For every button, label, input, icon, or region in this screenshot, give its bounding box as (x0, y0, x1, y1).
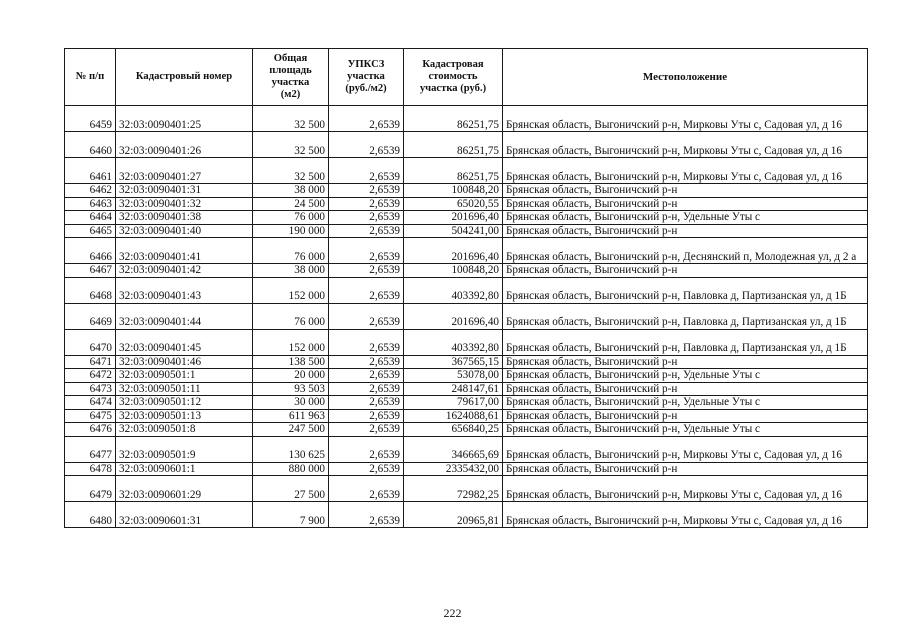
area-cell: 76 000 (253, 303, 329, 329)
upksz-cell: 2,6539 (329, 329, 404, 355)
area-cell: 611 963 (253, 409, 329, 423)
table-row (65, 224, 868, 238)
table-row (65, 158, 868, 184)
upksz-cell: 2,6539 (329, 238, 404, 264)
area-cell: 76 000 (253, 211, 329, 225)
cadastral-number-cell: 32:03:0090401:25 (116, 106, 253, 132)
upksz-cell: 2,6539 (329, 184, 404, 198)
area-cell: 7 900 (253, 502, 329, 528)
area-cell: 30 000 (253, 396, 329, 410)
row-number-cell: 6474 (65, 396, 116, 410)
row-number-cell: 6467 (65, 264, 116, 278)
area-cell: 32 500 (253, 132, 329, 158)
upksz-cell: 2,6539 (329, 396, 404, 410)
area-cell: 93 503 (253, 382, 329, 396)
cadastral-cost-cell: 201696,40 (404, 211, 503, 225)
area-cell: 76 000 (253, 238, 329, 264)
area-cell: 38 000 (253, 184, 329, 198)
row-number-cell: 6478 (65, 462, 116, 476)
header-area-line: (м2) (280, 89, 301, 100)
table-body (65, 106, 868, 528)
location-cell: Брянская область, Выгоничский р-н, Удельные Уты с (503, 396, 868, 410)
table-row (65, 211, 868, 225)
cadastral-number-cell: 32:03:0090401:31 (116, 184, 253, 198)
location-cell: Брянская область, Выгоничский р-н (503, 184, 868, 198)
upksz-cell: 2,6539 (329, 224, 404, 238)
upksz-cell: 2,6539 (329, 277, 404, 303)
location-cell: Брянская область, Выгоничский р-н (503, 355, 868, 369)
table-row (65, 423, 868, 437)
location-cell: Брянская область, Выгоничский р-н, Мирковы Уты с, Садовая ул, д 16 (503, 158, 868, 184)
cadastral-cost-cell: 86251,75 (404, 132, 503, 158)
cadastral-number-cell: 32:03:0090601:29 (116, 476, 253, 502)
upksz-cell: 2,6539 (329, 197, 404, 211)
cadastral-number-cell: 32:03:0090401:43 (116, 277, 253, 303)
row-number-cell: 6476 (65, 423, 116, 437)
upksz-cell: 2,6539 (329, 158, 404, 184)
cadastral-number-cell: 32:03:0090401:42 (116, 264, 253, 278)
cadastral-cost-cell: 248147,61 (404, 382, 503, 396)
location-cell: Брянская область, Выгоничский р-н (503, 409, 868, 423)
table-row (65, 396, 868, 410)
header-cost-line: участка (руб.) (419, 83, 487, 94)
cadastral-number-cell: 32:03:0090401:26 (116, 132, 253, 158)
table-row (65, 106, 868, 132)
location-cell: Брянская область, Выгоничский р-н (503, 197, 868, 211)
upksz-cell: 2,6539 (329, 502, 404, 528)
table-header-row (65, 49, 868, 106)
row-number-cell: 6460 (65, 132, 116, 158)
table-row (65, 369, 868, 383)
upksz-cell: 2,6539 (329, 355, 404, 369)
cadastral-cost-cell: 201696,40 (404, 238, 503, 264)
cadastral-cost-cell: 403392,80 (404, 277, 503, 303)
cadastral-cost-cell: 72982,25 (404, 476, 503, 502)
table-row (65, 197, 868, 211)
cadastral-cost-cell: 100848,20 (404, 264, 503, 278)
row-number-cell: 6465 (65, 224, 116, 238)
table-row (65, 462, 868, 476)
table-row (65, 436, 868, 462)
location-cell: Брянская область, Выгоничский р-н, Деснянский п, Молодежная ул, д 2 а (503, 238, 868, 264)
cadastral-number-cell: 32:03:0090401:32 (116, 197, 253, 211)
location-cell: Брянская область, Выгоничский р-н, Удельные Уты с (503, 211, 868, 225)
area-cell: 152 000 (253, 329, 329, 355)
upksz-cell: 2,6539 (329, 369, 404, 383)
location-cell: Брянская область, Выгоничский р-н, Мирковы Уты с, Садовая ул, д 16 (503, 106, 868, 132)
header-cost-line: Кадастровая (422, 59, 484, 70)
row-number-cell: 6468 (65, 277, 116, 303)
area-cell: 32 500 (253, 158, 329, 184)
area-cell: 38 000 (253, 264, 329, 278)
cadastral-cost-cell: 346665,69 (404, 436, 503, 462)
cadastral-cost-cell: 403392,80 (404, 329, 503, 355)
row-number-cell: 6464 (65, 211, 116, 225)
header-area-line: участка (271, 77, 310, 88)
row-number-cell: 6480 (65, 502, 116, 528)
header-upksz-line: участка (347, 71, 385, 82)
location-cell: Брянская область, Выгоничский р-н, Мирковы Уты с, Садовая ул, д 16 (503, 502, 868, 528)
cadastral-number-cell: 32:03:0090401:40 (116, 224, 253, 238)
header-upksz-line: УПКСЗ (347, 59, 385, 70)
upksz-cell: 2,6539 (329, 476, 404, 502)
table-row (65, 303, 868, 329)
row-number-cell: 6470 (65, 329, 116, 355)
area-cell: 32 500 (253, 106, 329, 132)
cadastral-number-cell: 32:03:0090401:46 (116, 355, 253, 369)
location-cell: Брянская область, Выгоничский р-н, Мирковы Уты с, Садовая ул, д 16 (503, 476, 868, 502)
table-row (65, 476, 868, 502)
cadastral-cost-cell: 201696,40 (404, 303, 503, 329)
upksz-cell: 2,6539 (329, 211, 404, 225)
row-number-cell: 6459 (65, 106, 116, 132)
row-number-cell: 6466 (65, 238, 116, 264)
header-upksz (329, 49, 404, 106)
cadastral-table (64, 48, 868, 528)
cadastral-cost-cell: 86251,75 (404, 106, 503, 132)
header-area-line: Общая (273, 53, 308, 64)
area-cell: 152 000 (253, 277, 329, 303)
location-cell: Брянская область, Выгоничский р-н, Павловка д, Партизанская ул, д 1Б (503, 329, 868, 355)
table-row (65, 238, 868, 264)
row-number-cell: 6472 (65, 369, 116, 383)
upksz-cell: 2,6539 (329, 423, 404, 437)
upksz-cell: 2,6539 (329, 264, 404, 278)
row-number-cell: 6477 (65, 436, 116, 462)
cadastral-number-cell: 32:03:0090401:45 (116, 329, 253, 355)
header-location: Местоположение (503, 49, 868, 106)
cadastral-cost-cell: 86251,75 (404, 158, 503, 184)
cadastral-number-cell: 32:03:0090401:27 (116, 158, 253, 184)
cadastral-cost-cell: 1624088,61 (404, 409, 503, 423)
table-row (65, 355, 868, 369)
upksz-cell: 2,6539 (329, 436, 404, 462)
cadastral-number-cell: 32:03:0090601:31 (116, 502, 253, 528)
cadastral-cost-cell: 656840,25 (404, 423, 503, 437)
upksz-cell: 2,6539 (329, 106, 404, 132)
area-cell: 138 500 (253, 355, 329, 369)
table-row (65, 409, 868, 423)
row-number-cell: 6463 (65, 197, 116, 211)
area-cell: 24 500 (253, 197, 329, 211)
upksz-cell: 2,6539 (329, 382, 404, 396)
cadastral-cost-cell: 100848,20 (404, 184, 503, 198)
location-cell: Брянская область, Выгоничский р-н, Удельные Уты с (503, 369, 868, 383)
area-cell: 247 500 (253, 423, 329, 437)
cadastral-number-cell: 32:03:0090501:8 (116, 423, 253, 437)
area-cell: 20 000 (253, 369, 329, 383)
table-row (65, 264, 868, 278)
table-row (65, 382, 868, 396)
header-cadastral-number: Кадастровый номер (116, 49, 253, 106)
row-number-cell: 6473 (65, 382, 116, 396)
cadastral-number-cell: 32:03:0090501:1 (116, 369, 253, 383)
area-cell: 190 000 (253, 224, 329, 238)
cadastral-number-cell: 32:03:0090501:9 (116, 436, 253, 462)
cadastral-cost-cell: 53078,00 (404, 369, 503, 383)
cadastral-cost-cell: 20965,81 (404, 502, 503, 528)
cadastral-number-cell: 32:03:0090501:11 (116, 382, 253, 396)
table-row (65, 502, 868, 528)
cadastral-number-cell: 32:03:0090401:41 (116, 238, 253, 264)
header-upksz-line: (руб./м2) (345, 83, 387, 94)
location-cell: Брянская область, Выгоничский р-н (503, 382, 868, 396)
cadastral-cost-cell: 2335432,00 (404, 462, 503, 476)
table-row (65, 277, 868, 303)
row-number-cell: 6461 (65, 158, 116, 184)
row-number-cell: 6479 (65, 476, 116, 502)
cadastral-cost-cell: 504241,00 (404, 224, 503, 238)
header-area-line: площадь (269, 65, 312, 76)
upksz-cell: 2,6539 (329, 462, 404, 476)
page-number: 222 (443, 606, 462, 620)
header-cost (404, 49, 503, 106)
cadastral-cost-cell: 367565,15 (404, 355, 503, 369)
table-row (65, 184, 868, 198)
cadastral-number-cell: 32:03:0090501:12 (116, 396, 253, 410)
cadastral-number-cell: 32:03:0090501:13 (116, 409, 253, 423)
location-cell: Брянская область, Выгоничский р-н, Павловка д, Партизанская ул, д 1Б (503, 277, 868, 303)
upksz-cell: 2,6539 (329, 409, 404, 423)
area-cell: 27 500 (253, 476, 329, 502)
area-cell: 130 625 (253, 436, 329, 462)
location-cell: Брянская область, Выгоничский р-н, Мирковы Уты с, Садовая ул, д 16 (503, 436, 868, 462)
area-cell: 880 000 (253, 462, 329, 476)
table-row (65, 329, 868, 355)
location-cell: Брянская область, Выгоничский р-н (503, 264, 868, 278)
upksz-cell: 2,6539 (329, 303, 404, 329)
cadastral-number-cell: 32:03:0090401:44 (116, 303, 253, 329)
table-row (65, 132, 868, 158)
location-cell: Брянская область, Выгоничский р-н (503, 224, 868, 238)
header-area (253, 49, 329, 106)
cadastral-cost-cell: 79617,00 (404, 396, 503, 410)
cadastral-number-cell: 32:03:0090401:38 (116, 211, 253, 225)
header-num: № п/п (65, 49, 116, 106)
row-number-cell: 6475 (65, 409, 116, 423)
location-cell: Брянская область, Выгоничский р-н, Павловка д, Партизанская ул, д 1Б (503, 303, 868, 329)
row-number-cell: 6471 (65, 355, 116, 369)
location-cell: Брянская область, Выгоничский р-н, Мирковы Уты с, Садовая ул, д 16 (503, 132, 868, 158)
cadastral-number-cell: 32:03:0090601:1 (116, 462, 253, 476)
cadastral-cost-cell: 65020,55 (404, 197, 503, 211)
row-number-cell: 6462 (65, 184, 116, 198)
location-cell: Брянская область, Выгоничский р-н (503, 462, 868, 476)
row-number-cell: 6469 (65, 303, 116, 329)
header-cost-line: стоимость (428, 71, 478, 82)
location-cell: Брянская область, Выгоничский р-н, Удельные Уты с (503, 423, 868, 437)
upksz-cell: 2,6539 (329, 132, 404, 158)
